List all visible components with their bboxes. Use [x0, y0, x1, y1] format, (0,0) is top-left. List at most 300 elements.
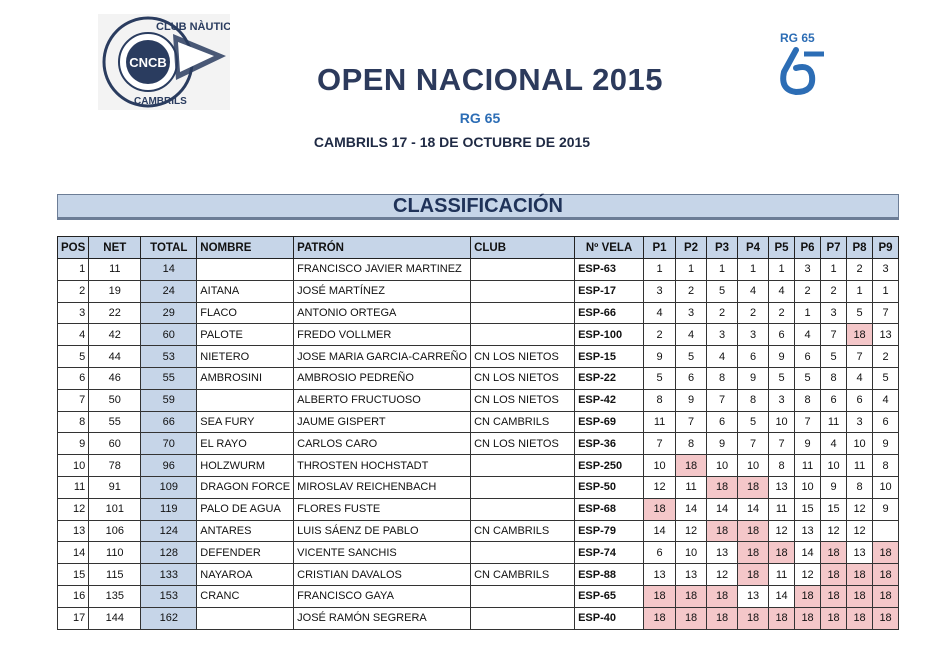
- race-score-cell: 18: [821, 607, 847, 629]
- race-score-cell: 11: [769, 564, 795, 586]
- boat-name-cell: PALOTE: [197, 324, 294, 346]
- race-score-cell: 2: [873, 346, 899, 368]
- race-score-cell: 18: [676, 607, 707, 629]
- club-cell: CN CAMBRILS: [471, 564, 575, 586]
- position-cell: 3: [58, 302, 89, 324]
- race-score-cell: 18: [873, 585, 899, 607]
- club-cell: CN LOS NIETOS: [471, 367, 575, 389]
- boat-name-cell: SEA FURY: [197, 411, 294, 433]
- column-header: P1: [644, 237, 676, 259]
- net-cell: 91: [89, 476, 141, 498]
- race-score-cell: 14: [707, 498, 738, 520]
- race-score-cell: 9: [738, 367, 769, 389]
- skipper-cell: VICENTE SANCHIS: [294, 542, 471, 564]
- results-table: [57, 236, 899, 630]
- race-score-cell: 10: [644, 455, 676, 477]
- race-score-cell: 9: [873, 498, 899, 520]
- race-score-cell: 9: [769, 346, 795, 368]
- total-cell: 66: [141, 411, 197, 433]
- race-score-cell: 7: [676, 411, 707, 433]
- skipper-cell: FRANCISCO JAVIER MARTINEZ: [294, 259, 471, 281]
- position-cell: 1: [58, 259, 89, 281]
- net-cell: 55: [89, 411, 141, 433]
- net-cell: 144: [89, 607, 141, 629]
- table-row: [58, 259, 899, 281]
- skipper-cell: FLORES FUSTE: [294, 498, 471, 520]
- boat-name-cell: DEFENDER: [197, 542, 294, 564]
- club-cell: CN LOS NIETOS: [471, 433, 575, 455]
- race-score-cell: 8: [676, 433, 707, 455]
- position-cell: 17: [58, 607, 89, 629]
- race-score-cell: 13: [644, 564, 676, 586]
- club-cell: [471, 607, 575, 629]
- position-cell: 11: [58, 476, 89, 498]
- race-score-cell: 7: [769, 433, 795, 455]
- net-cell: 110: [89, 542, 141, 564]
- svg-text:CLUB NÀUTIC: CLUB NÀUTIC: [156, 21, 230, 33]
- skipper-cell: ALBERTO FRUCTUOSO: [294, 389, 471, 411]
- race-score-cell: 18: [644, 585, 676, 607]
- race-score-cell: 11: [769, 498, 795, 520]
- race-score-cell: 6: [676, 367, 707, 389]
- sail-number-cell: ESP-40: [575, 607, 644, 629]
- position-cell: 13: [58, 520, 89, 542]
- race-score-cell: 8: [795, 389, 821, 411]
- race-score-cell: 18: [769, 607, 795, 629]
- boat-name-cell: [197, 259, 294, 281]
- skipper-cell: FRANCISCO GAYA: [294, 585, 471, 607]
- sail-number-cell: ESP-17: [575, 280, 644, 302]
- race-score-cell: 18: [707, 476, 738, 498]
- boat-name-cell: CRANC: [197, 585, 294, 607]
- skipper-cell: CARLOS CARO: [294, 433, 471, 455]
- column-header: P4: [738, 237, 769, 259]
- race-score-cell: 4: [676, 324, 707, 346]
- total-cell: 124: [141, 520, 197, 542]
- race-score-cell: 8: [769, 455, 795, 477]
- race-score-cell: 2: [821, 280, 847, 302]
- total-cell: 162: [141, 607, 197, 629]
- race-score-cell: 9: [873, 433, 899, 455]
- column-header: TOTAL: [141, 237, 197, 259]
- net-cell: 11: [89, 259, 141, 281]
- club-cell: CN LOS NIETOS: [471, 389, 575, 411]
- svg-text:CAMBRILS: CAMBRILS: [134, 96, 187, 107]
- race-score-cell: 4: [769, 280, 795, 302]
- race-score-cell: 14: [769, 585, 795, 607]
- race-score-cell: [873, 520, 899, 542]
- race-score-cell: 6: [847, 389, 873, 411]
- sail-number-cell: ESP-66: [575, 302, 644, 324]
- race-score-cell: 11: [644, 411, 676, 433]
- skipper-cell: JAUME GISPERT: [294, 411, 471, 433]
- race-score-cell: 11: [676, 476, 707, 498]
- race-score-cell: 10: [795, 476, 821, 498]
- club-cell: [471, 280, 575, 302]
- race-score-cell: 12: [644, 476, 676, 498]
- race-score-cell: 3: [873, 259, 899, 281]
- race-score-cell: 9: [676, 389, 707, 411]
- race-score-cell: 18: [676, 585, 707, 607]
- net-cell: 46: [89, 367, 141, 389]
- sail-number-cell: ESP-36: [575, 433, 644, 455]
- race-score-cell: 18: [707, 520, 738, 542]
- total-cell: 60: [141, 324, 197, 346]
- race-score-cell: 13: [707, 542, 738, 564]
- race-score-cell: 1: [707, 259, 738, 281]
- sail-number-cell: ESP-100: [575, 324, 644, 346]
- race-score-cell: 7: [738, 433, 769, 455]
- race-score-cell: 18: [738, 542, 769, 564]
- race-score-cell: 14: [644, 520, 676, 542]
- net-cell: 115: [89, 564, 141, 586]
- race-score-cell: 1: [821, 259, 847, 281]
- table-row: [58, 433, 899, 455]
- boat-name-cell: EL RAYO: [197, 433, 294, 455]
- club-cell: [471, 585, 575, 607]
- race-score-cell: 11: [847, 455, 873, 477]
- race-score-cell: 12: [847, 520, 873, 542]
- svg-text:RG 65: RG 65: [780, 31, 815, 45]
- sail-number-cell: ESP-15: [575, 346, 644, 368]
- total-cell: 55: [141, 367, 197, 389]
- race-score-cell: 18: [795, 585, 821, 607]
- club-cell: [471, 542, 575, 564]
- race-score-cell: 8: [821, 367, 847, 389]
- race-score-cell: 3: [707, 324, 738, 346]
- total-cell: 14: [141, 259, 197, 281]
- race-score-cell: 10: [847, 433, 873, 455]
- race-score-cell: 14: [738, 498, 769, 520]
- skipper-cell: ANTONIO ORTEGA: [294, 302, 471, 324]
- boat-name-cell: PALO DE AGUA: [197, 498, 294, 520]
- table-row: [58, 607, 899, 629]
- race-score-cell: 6: [707, 411, 738, 433]
- race-score-cell: 4: [795, 324, 821, 346]
- race-score-cell: 3: [738, 324, 769, 346]
- boat-name-cell: HOLZWURM: [197, 455, 294, 477]
- race-score-cell: 18: [821, 585, 847, 607]
- race-score-cell: 1: [769, 259, 795, 281]
- race-score-cell: 1: [644, 259, 676, 281]
- position-cell: 4: [58, 324, 89, 346]
- column-header: P2: [676, 237, 707, 259]
- race-score-cell: 2: [769, 302, 795, 324]
- race-score-cell: 4: [707, 346, 738, 368]
- column-header: P9: [873, 237, 899, 259]
- table-row: [58, 324, 899, 346]
- table-row: [58, 498, 899, 520]
- boat-name-cell: NAYAROA: [197, 564, 294, 586]
- column-header: P6: [795, 237, 821, 259]
- total-cell: 53: [141, 346, 197, 368]
- race-score-cell: 2: [644, 324, 676, 346]
- position-cell: 15: [58, 564, 89, 586]
- table-row: [58, 367, 899, 389]
- club-cell: CN CAMBRILS: [471, 520, 575, 542]
- total-cell: 128: [141, 542, 197, 564]
- boat-name-cell: DRAGON FORCE: [197, 476, 294, 498]
- race-score-cell: 8: [847, 476, 873, 498]
- race-score-cell: 11: [821, 411, 847, 433]
- race-score-cell: 5: [676, 346, 707, 368]
- race-score-cell: 3: [644, 280, 676, 302]
- position-cell: 10: [58, 455, 89, 477]
- race-score-cell: 13: [847, 542, 873, 564]
- race-score-cell: 18: [676, 455, 707, 477]
- skipper-cell: AMBROSIO PEDREÑO: [294, 367, 471, 389]
- skipper-cell: THROSTEN HOCHSTADT: [294, 455, 471, 477]
- race-score-cell: 2: [847, 259, 873, 281]
- race-score-cell: 1: [795, 302, 821, 324]
- race-score-cell: 18: [644, 607, 676, 629]
- column-header: CLUB: [471, 237, 575, 259]
- race-score-cell: 2: [676, 280, 707, 302]
- table-row: [58, 455, 899, 477]
- race-score-cell: 1: [676, 259, 707, 281]
- race-score-cell: 18: [873, 607, 899, 629]
- net-cell: 101: [89, 498, 141, 520]
- table-row: [58, 585, 899, 607]
- race-score-cell: 13: [795, 520, 821, 542]
- race-score-cell: 18: [738, 520, 769, 542]
- race-score-cell: 1: [847, 280, 873, 302]
- skipper-cell: JOSÉ RAMÓN SEGRERA: [294, 607, 471, 629]
- race-score-cell: 5: [644, 367, 676, 389]
- boat-name-cell: NIETERO: [197, 346, 294, 368]
- total-cell: 119: [141, 498, 197, 520]
- race-score-cell: 15: [795, 498, 821, 520]
- race-score-cell: 1: [873, 280, 899, 302]
- race-score-cell: 7: [873, 302, 899, 324]
- skipper-cell: JOSÉ MARTÍNEZ: [294, 280, 471, 302]
- position-cell: 9: [58, 433, 89, 455]
- svg-text:CNCB: CNCB: [129, 55, 167, 70]
- race-score-cell: 6: [644, 542, 676, 564]
- race-score-cell: 18: [847, 607, 873, 629]
- race-score-cell: 3: [847, 411, 873, 433]
- race-score-cell: 12: [847, 498, 873, 520]
- race-score-cell: 18: [847, 585, 873, 607]
- column-header: NET: [89, 237, 141, 259]
- sail-number-cell: ESP-65: [575, 585, 644, 607]
- sail-number-cell: ESP-50: [575, 476, 644, 498]
- club-cell: CN LOS NIETOS: [471, 346, 575, 368]
- net-cell: 78: [89, 455, 141, 477]
- club-cell: [471, 455, 575, 477]
- sail-number-cell: ESP-74: [575, 542, 644, 564]
- race-score-cell: 18: [738, 476, 769, 498]
- total-cell: 109: [141, 476, 197, 498]
- race-score-cell: 5: [821, 346, 847, 368]
- table-header-row: [58, 237, 899, 259]
- net-cell: 60: [89, 433, 141, 455]
- column-header: P8: [847, 237, 873, 259]
- sail-number-cell: ESP-88: [575, 564, 644, 586]
- column-header: P5: [769, 237, 795, 259]
- net-cell: 50: [89, 389, 141, 411]
- race-score-cell: 3: [821, 302, 847, 324]
- race-score-cell: 9: [707, 433, 738, 455]
- position-cell: 7: [58, 389, 89, 411]
- race-score-cell: 10: [821, 455, 847, 477]
- race-score-cell: 10: [769, 411, 795, 433]
- skipper-cell: FREDO VOLLMER: [294, 324, 471, 346]
- race-score-cell: 5: [738, 411, 769, 433]
- race-score-cell: 18: [873, 542, 899, 564]
- position-cell: 2: [58, 280, 89, 302]
- column-header: P3: [707, 237, 738, 259]
- race-score-cell: 3: [676, 302, 707, 324]
- race-score-cell: 18: [707, 585, 738, 607]
- race-score-cell: 1: [738, 259, 769, 281]
- race-score-cell: 14: [676, 498, 707, 520]
- race-score-cell: 18: [707, 607, 738, 629]
- sail-number-cell: ESP-250: [575, 455, 644, 477]
- race-score-cell: 13: [873, 324, 899, 346]
- race-score-cell: 10: [873, 476, 899, 498]
- club-cell: CN CAMBRILS: [471, 411, 575, 433]
- position-cell: 12: [58, 498, 89, 520]
- race-score-cell: 7: [707, 389, 738, 411]
- table-row: [58, 302, 899, 324]
- position-cell: 8: [58, 411, 89, 433]
- race-score-cell: 18: [847, 324, 873, 346]
- total-cell: 59: [141, 389, 197, 411]
- race-score-cell: 5: [795, 367, 821, 389]
- skipper-cell: CRISTIAN DAVALOS: [294, 564, 471, 586]
- page-title: OPEN NACIONAL 2015: [316, 62, 664, 97]
- boat-name-cell: [197, 607, 294, 629]
- table-row: [58, 542, 899, 564]
- boat-name-cell: AITANA: [197, 280, 294, 302]
- race-score-cell: 5: [873, 367, 899, 389]
- boat-name-cell: FLACO: [197, 302, 294, 324]
- total-cell: 133: [141, 564, 197, 586]
- race-score-cell: 6: [821, 389, 847, 411]
- race-score-cell: 12: [795, 564, 821, 586]
- table-row: [58, 280, 899, 302]
- column-header: PATRÓN: [294, 237, 471, 259]
- race-score-cell: 4: [821, 433, 847, 455]
- race-score-cell: 10: [676, 542, 707, 564]
- race-score-cell: 12: [676, 520, 707, 542]
- club-cell: [471, 498, 575, 520]
- skipper-cell: LUIS SÁENZ DE PABLO: [294, 520, 471, 542]
- boat-name-cell: AMBROSINI: [197, 367, 294, 389]
- race-score-cell: 7: [847, 346, 873, 368]
- event-dates: CAMBRILS 17 - 18 DE OCTUBRE DE 2015: [313, 134, 591, 150]
- boat-name-cell: ANTARES: [197, 520, 294, 542]
- sail-number-cell: ESP-63: [575, 259, 644, 281]
- race-score-cell: 9: [821, 476, 847, 498]
- race-score-cell: 7: [644, 433, 676, 455]
- net-cell: 22: [89, 302, 141, 324]
- class-subtitle: RG 65: [459, 110, 501, 126]
- race-score-cell: 6: [769, 324, 795, 346]
- race-score-cell: 12: [707, 564, 738, 586]
- race-score-cell: 9: [795, 433, 821, 455]
- total-cell: 70: [141, 433, 197, 455]
- net-cell: 19: [89, 280, 141, 302]
- boat-name-cell: [197, 389, 294, 411]
- race-score-cell: 4: [847, 367, 873, 389]
- race-score-cell: 7: [795, 411, 821, 433]
- race-score-cell: 4: [738, 280, 769, 302]
- race-score-cell: 8: [707, 367, 738, 389]
- section-banner: CLASSIFICACIÓN: [57, 194, 899, 220]
- race-score-cell: 18: [769, 542, 795, 564]
- column-header: POS: [58, 237, 89, 259]
- skipper-cell: JOSE MARIA GARCIA-CARREÑO: [294, 346, 471, 368]
- table-row: [58, 476, 899, 498]
- race-score-cell: 12: [769, 520, 795, 542]
- table-row: [58, 520, 899, 542]
- race-score-cell: 6: [738, 346, 769, 368]
- sail-number-cell: ESP-68: [575, 498, 644, 520]
- race-score-cell: 4: [873, 389, 899, 411]
- race-score-cell: 10: [738, 455, 769, 477]
- club-cell: [471, 302, 575, 324]
- race-score-cell: 12: [821, 520, 847, 542]
- club-cell: [471, 259, 575, 281]
- position-cell: 16: [58, 585, 89, 607]
- table-row: [58, 411, 899, 433]
- total-cell: 24: [141, 280, 197, 302]
- race-score-cell: 3: [795, 259, 821, 281]
- race-score-cell: 15: [821, 498, 847, 520]
- race-score-cell: 5: [769, 367, 795, 389]
- race-score-cell: 2: [707, 302, 738, 324]
- race-score-cell: 4: [644, 302, 676, 324]
- race-score-cell: 13: [769, 476, 795, 498]
- race-score-cell: 8: [873, 455, 899, 477]
- net-cell: 44: [89, 346, 141, 368]
- net-cell: 106: [89, 520, 141, 542]
- race-score-cell: 6: [795, 346, 821, 368]
- sail-number-cell: ESP-69: [575, 411, 644, 433]
- race-score-cell: 7: [821, 324, 847, 346]
- race-score-cell: 5: [847, 302, 873, 324]
- race-score-cell: 18: [738, 607, 769, 629]
- club-cell: [471, 476, 575, 498]
- race-score-cell: 18: [821, 542, 847, 564]
- race-score-cell: 18: [821, 564, 847, 586]
- race-score-cell: 13: [738, 585, 769, 607]
- column-header: P7: [821, 237, 847, 259]
- sail-number-cell: ESP-42: [575, 389, 644, 411]
- race-score-cell: 8: [644, 389, 676, 411]
- race-score-cell: 11: [795, 455, 821, 477]
- column-header: Nº VELA: [575, 237, 644, 259]
- table-row: [58, 564, 899, 586]
- table-row: [58, 346, 899, 368]
- column-header: NOMBRE: [197, 237, 294, 259]
- race-score-cell: 8: [738, 389, 769, 411]
- position-cell: 5: [58, 346, 89, 368]
- race-score-cell: 10: [707, 455, 738, 477]
- race-score-cell: 2: [738, 302, 769, 324]
- race-score-cell: 6: [873, 411, 899, 433]
- club-cell: [471, 324, 575, 346]
- skipper-cell: MIROSLAV REICHENBACH: [294, 476, 471, 498]
- race-score-cell: 18: [795, 607, 821, 629]
- race-score-cell: 2: [795, 280, 821, 302]
- sail-number-cell: ESP-22: [575, 367, 644, 389]
- net-cell: 135: [89, 585, 141, 607]
- race-score-cell: 18: [847, 564, 873, 586]
- race-score-cell: 14: [795, 542, 821, 564]
